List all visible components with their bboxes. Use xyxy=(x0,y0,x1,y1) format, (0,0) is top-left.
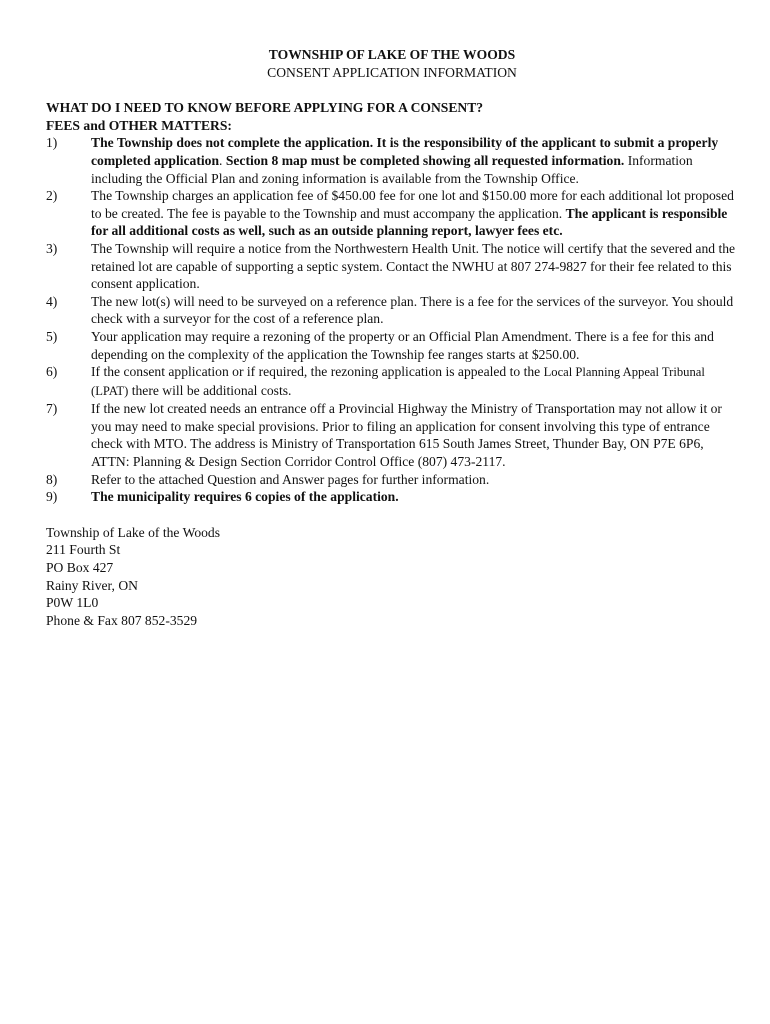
document-subtitle: CONSENT APPLICATION INFORMATION xyxy=(267,64,517,80)
section-heading: FEES and OTHER MATTERS: xyxy=(46,117,232,133)
text-run: Information including the Official Plan and zoning information is available from the Township Office. xyxy=(91,152,693,186)
list-item-text xyxy=(91,471,738,489)
address-line: PO Box 427 xyxy=(46,560,114,576)
bold-text: The applicant is responsible for all additional costs as well, such as an outside planning report, lawyer fees etc. xyxy=(91,205,728,239)
text-run: Your application may require a rezoning of the property or an Official Plan Amendment. There is a fee for this and depending on the complexity of the application the Township fee ranges starts at $250.00. xyxy=(91,328,714,362)
list-item xyxy=(46,328,738,363)
list-item-number: 8) xyxy=(46,471,58,487)
address-line: Rainy River, ON xyxy=(46,577,138,593)
list-item xyxy=(46,134,738,187)
intro-question: WHAT DO I NEED TO KNOW BEFORE APPLYING FOR A CONSENT? xyxy=(46,100,484,116)
list-item-text xyxy=(91,400,738,470)
text-run: If the consent application or if required, the rezoning application is appealed to the xyxy=(91,364,544,380)
list-item-text xyxy=(91,134,738,187)
text-run: The Township will require a notice from the Northwestern Health Unit. The notice will certify that the severed and the retained lot are capable of supporting a septic system. Contact the NWHU at 807 274-9827 for their fee related to this consent application. xyxy=(91,240,736,292)
list-item xyxy=(46,471,738,489)
document-title: TOWNSHIP OF LAKE OF THE WOODS xyxy=(268,47,516,62)
text-run: The new lot(s) will need to be surveyed on a reference plan. There is a fee for the services of the surveyor. You should check with a surveyor for the cost of a reference plan. xyxy=(91,293,734,327)
list-item xyxy=(46,363,738,400)
list-item-text xyxy=(91,187,738,240)
text-run: The Township charges an application fee of $450.00 fee for one lot and $150.00 more for each additional lot proposed to be created. The fee is payable to the Township and must accompany the application. xyxy=(91,188,734,221)
list-item-number: 9) xyxy=(46,489,58,505)
text-run: If the new lot created needs an entrance off a Provincial Highway the Ministry of Transportation may not allow it or you may need to make special provisions. Prior to filing an application for consent involving this type of entrance check with MTO. The address is Ministry of Transportation 615 South James Street, Thunder Bay, ON P7E 6P6, ATTN: Planning & Design Section Corridor Control Office (807) 473-2117. xyxy=(91,401,722,470)
list-item-number: 3) xyxy=(46,240,58,256)
bold-text: Section 8 map must be completed showing all requested information. xyxy=(225,152,625,168)
list-item-text xyxy=(91,240,738,293)
text-run: there will be additional costs. xyxy=(128,382,292,398)
list-item-text xyxy=(91,363,738,400)
list-item xyxy=(46,293,738,328)
text-run: . xyxy=(219,152,226,168)
list-item xyxy=(46,488,738,506)
list-item-number: 2) xyxy=(46,188,58,204)
bold-text: The Township does not complete the application. It is the responsibility of the applicant to submit a properly completed application xyxy=(91,135,719,168)
text-run: Local Planning Appeal Tribunal (LPAT) xyxy=(91,365,705,398)
address-line: Township of Lake of the Woods xyxy=(46,524,221,540)
text-run: Refer to the attached Question and Answer pages for further information. xyxy=(91,471,490,487)
list-item xyxy=(46,400,738,470)
address-line: Phone & Fax 807 852-3529 xyxy=(46,612,198,628)
address-line: P0W 1L0 xyxy=(46,595,99,611)
list-item-number: 4) xyxy=(46,293,58,309)
list-item-text xyxy=(91,328,738,363)
list-item xyxy=(46,187,738,240)
address-line: 211 Fourth St xyxy=(46,542,121,558)
bold-text: The municipality requires 6 copies of the application. xyxy=(91,489,399,505)
list-item-number: 7) xyxy=(46,401,58,417)
document-page xyxy=(46,46,738,629)
contact-address xyxy=(46,524,738,630)
list-item-number: 5) xyxy=(46,328,58,344)
list-item-text xyxy=(91,293,738,328)
list-item-number: 1) xyxy=(46,135,58,151)
list-item xyxy=(46,240,738,293)
fees-list xyxy=(46,134,738,505)
list-item-number: 6) xyxy=(46,364,58,380)
list-item-text xyxy=(91,488,738,506)
